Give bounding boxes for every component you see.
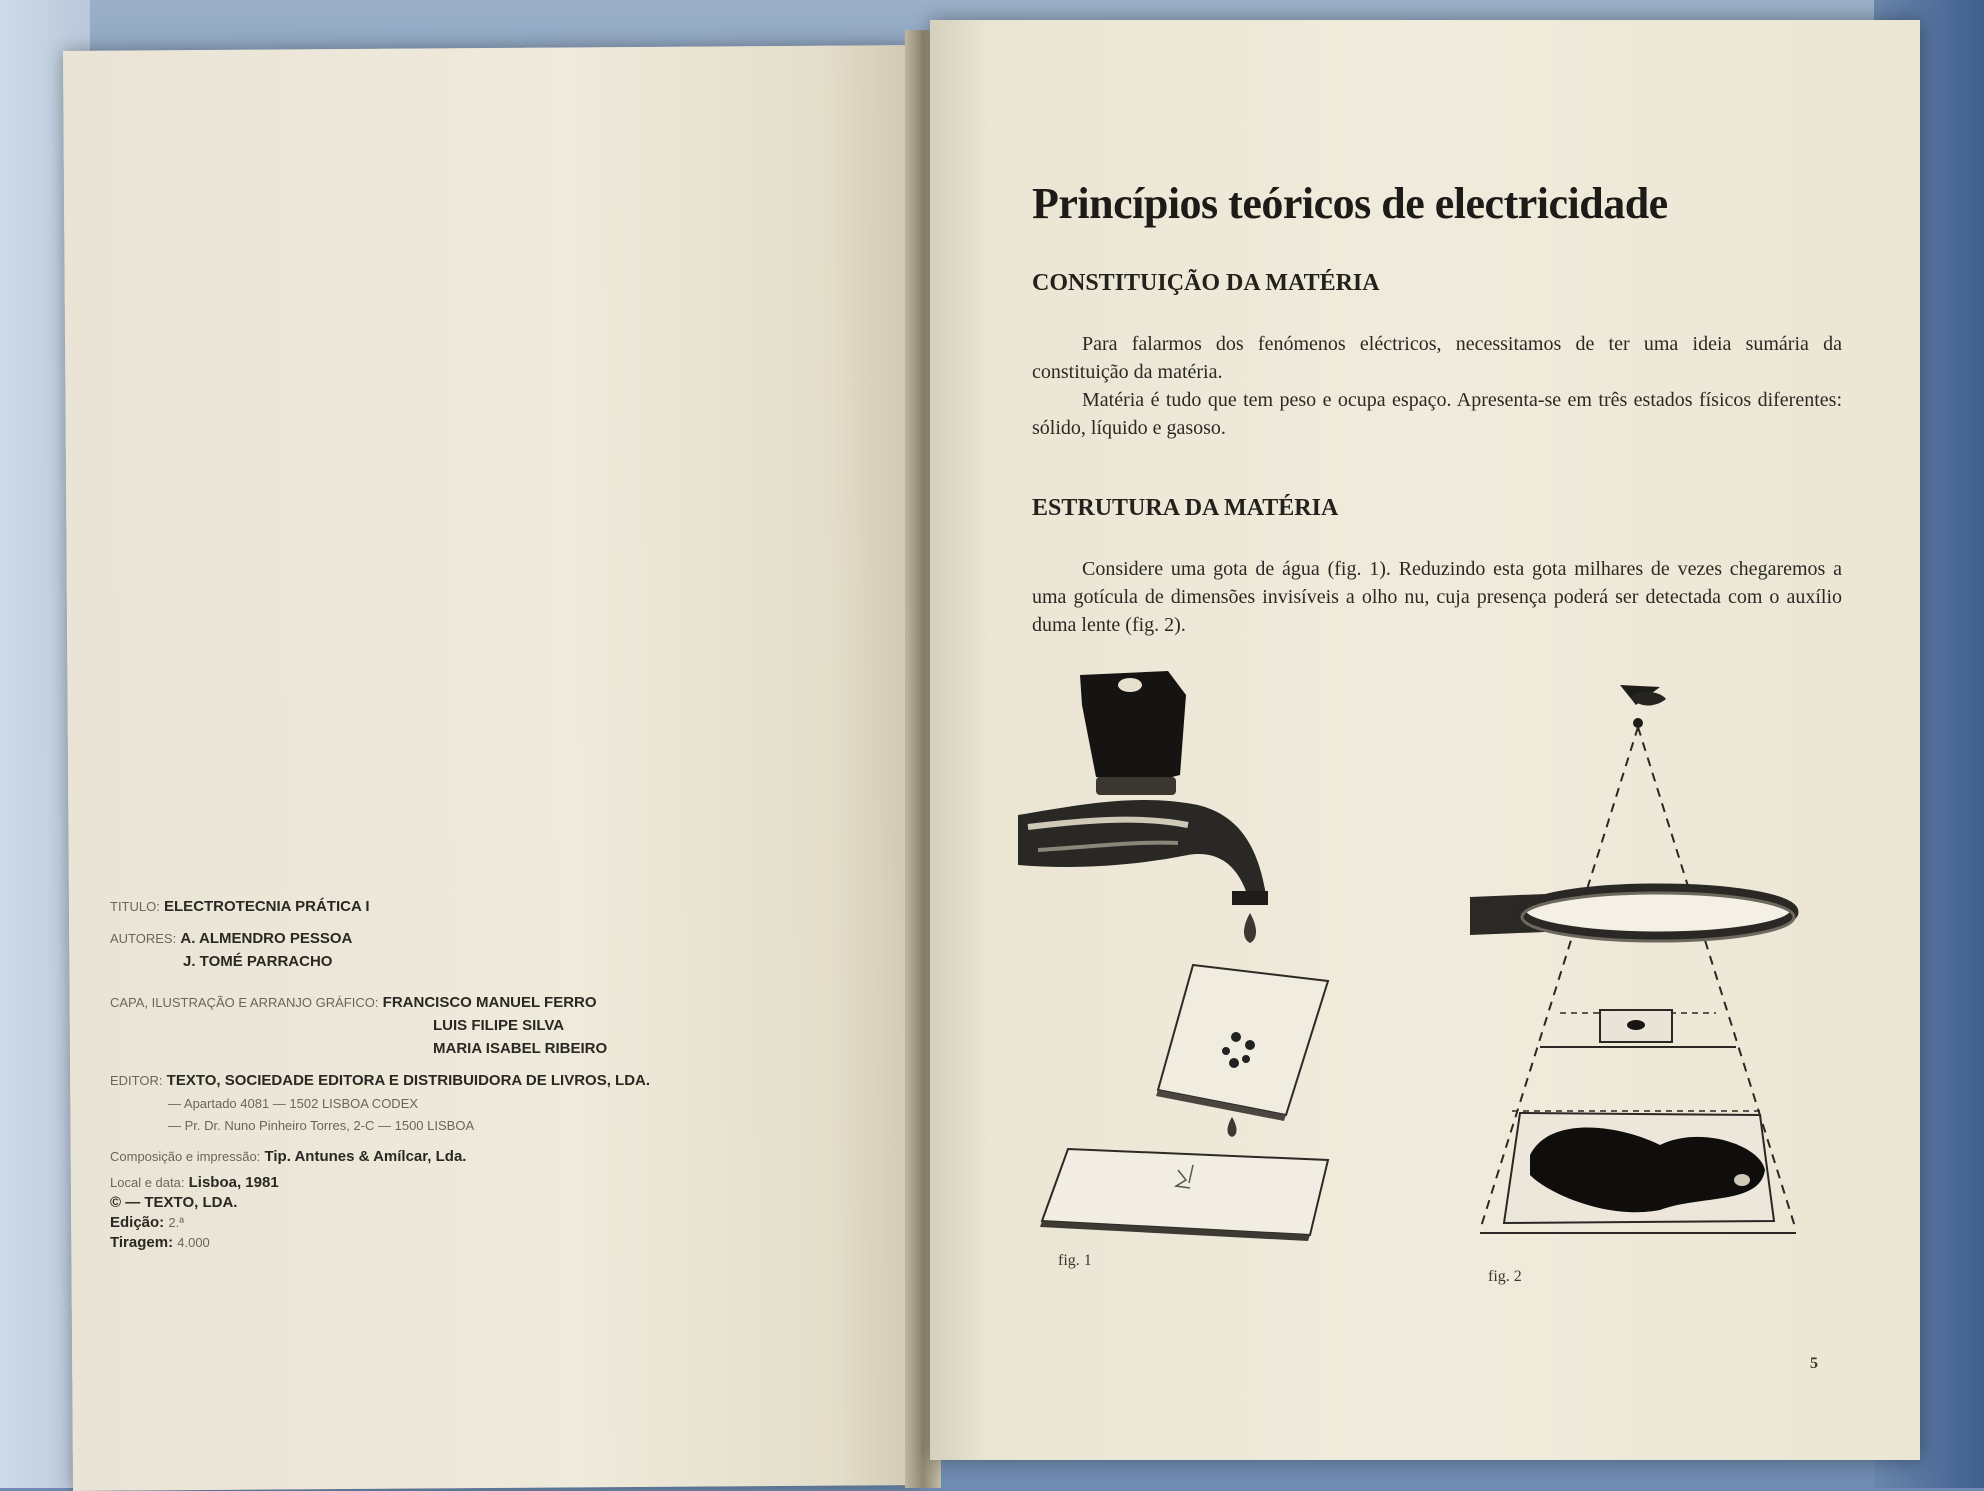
local-value: Lisboa, 1981 <box>188 1174 279 1191</box>
heading-constituicao: CONSTITUIÇÃO DA MATÉRIA <box>1032 270 1380 296</box>
section1-paragraph-2: Matéria é tudo que tem peso e ocupa espaço. Apresenta-se em três estados físicos diferentes: sólido, líquido e gasoso. <box>1032 389 1842 439</box>
colophon-capa-3 <box>433 1037 607 1060</box>
colophon-copyright: © — TEXTO, LDA. <box>110 1194 238 1211</box>
editor-address-1: — Apartado 4081 — 1502 LISBOA CODEX <box>168 1096 419 1111</box>
figure-2-magnifier <box>1460 675 1840 1255</box>
colophon-autores <box>110 927 352 950</box>
titulo-value: ELECTROTECNIA PRÁTICA I <box>164 898 370 915</box>
tap-icon <box>1018 671 1268 905</box>
section2-text <box>1032 555 1842 639</box>
figure-1-caption: fig. 1 <box>1058 1252 1092 1269</box>
heading-estrutura: ESTRUTURA DA MATÉRIA <box>1032 495 1339 521</box>
magnifying-glass-icon <box>1470 888 1794 941</box>
glass-plate-small <box>1156 965 1328 1137</box>
titulo-label: TITULO: <box>110 899 160 914</box>
slide-large <box>1480 1111 1796 1233</box>
capa-label: CAPA, ILUSTRAÇÃO E ARRANJO GRÁFICO: <box>110 995 379 1010</box>
composicao-value: Tip. Antunes & Amílcar, Lda. <box>264 1148 467 1165</box>
editor-label: EDITOR: <box>110 1073 163 1088</box>
section1-text <box>1032 330 1842 442</box>
autor-2: J. TOMÉ PARRACHO <box>183 953 333 970</box>
figure-1-tap-drop <box>1018 665 1378 1245</box>
editor-address-2: — Pr. Dr. Nuno Pinheiro Torres, 2-C — 1500 LISBOA <box>168 1118 475 1133</box>
colophon-editor <box>110 1069 650 1092</box>
edicao-value: 2.ª <box>168 1215 185 1230</box>
figure-2-caption: fig. 2 <box>1488 1268 1522 1285</box>
local-label: Local e data: <box>110 1175 185 1190</box>
glass-plate-large <box>1040 1149 1328 1241</box>
capa-name-1: FRANCISCO MANUEL FERRO <box>382 994 597 1011</box>
section2-paragraph-1: Considere uma gota de água (fig. 1). Reduzindo esta gota milhares de vezes chegaremos a uma gotícula de dimensões invisíveis a olho nu, cuja presença poderá ser detectada com o auxílio duma lente (fig. 2). <box>1032 558 1842 636</box>
capa-name-3: MARIA ISABEL RIBEIRO <box>433 1040 608 1057</box>
colophon-titulo <box>110 895 370 918</box>
colophon-autores-2 <box>183 950 332 973</box>
tiragem-label: Tiragem: <box>110 1234 174 1251</box>
edicao-label: Edição: <box>110 1214 165 1231</box>
colophon-capa-2 <box>433 1014 564 1037</box>
capa-name-2: LUIS FILIPE SILVA <box>433 1017 565 1034</box>
composicao-label: Composição e impressão: <box>110 1149 261 1164</box>
colophon-tiragem <box>110 1231 210 1254</box>
section1-paragraph-1: Para falarmos dos fenómenos eléctricos, necessitamos de ter uma ideia sumária da constituição da matéria. <box>1032 333 1842 383</box>
editor-value: TEXTO, SOCIEDADE EDITORA E DISTRIBUIDORA DE LIVROS, LDA. <box>166 1072 651 1089</box>
colophon-composicao <box>110 1145 466 1168</box>
water-drop-icon <box>1244 913 1256 943</box>
page-title: Princípios teóricos de electricidade <box>1032 179 1668 228</box>
autores-label: AUTORES: <box>110 931 177 946</box>
tiragem-value: 4.000 <box>177 1235 210 1250</box>
left-page <box>63 45 921 1491</box>
eye-icon <box>1620 685 1666 728</box>
autor-1: A. ALMENDRO PESSOA <box>180 930 353 947</box>
page-number: 5 <box>1810 1355 1818 1372</box>
slide-small <box>1540 1010 1736 1047</box>
colophon-capa <box>110 991 597 1014</box>
